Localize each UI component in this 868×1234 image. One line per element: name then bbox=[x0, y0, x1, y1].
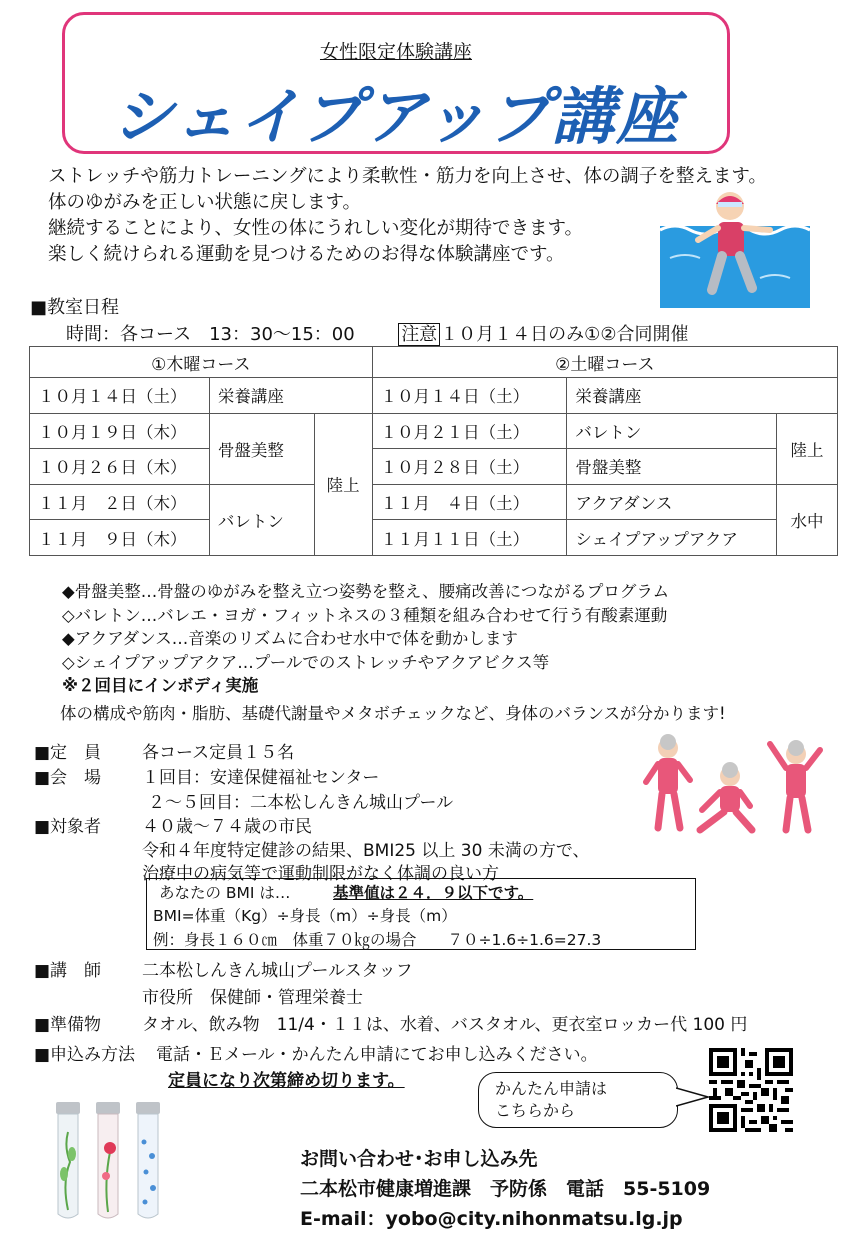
venue-cell-water: 水中 bbox=[777, 484, 838, 555]
col-saturday-title: ②土曜コース bbox=[372, 347, 837, 378]
date-cell: １１月 ２日（木） bbox=[30, 484, 210, 520]
qr-code[interactable] bbox=[709, 1048, 793, 1132]
inbody-title: ※２回目にインボディ実施 bbox=[62, 676, 259, 695]
time-text: 時間：各コース 13：30〜15：00 bbox=[66, 324, 355, 345]
apply-value: 電話・Ｅメール・かんたん申請にてお申し込みください。 bbox=[156, 1045, 598, 1065]
contact-heading: お問い合わせ･お申し込み先 bbox=[300, 1148, 538, 1170]
date-cell: １０月１９日（木） bbox=[30, 413, 210, 449]
lecturer-value-2: 市役所 保健師・管理栄養士 bbox=[142, 988, 363, 1008]
venue-label: ■会 場 bbox=[34, 768, 102, 788]
description-line: ◇バレトン…バレエ・ヨガ・フィットネスの３種類を組み合わせて行う有酸素運動 bbox=[62, 605, 668, 625]
contact-phone: 二本松市健康増進課 予防係 電話 55-5109 bbox=[300, 1178, 711, 1200]
date-cell: １１月１１日（土） bbox=[372, 520, 567, 556]
program-cell: 骨盤美整 bbox=[567, 449, 777, 485]
description-line: ◆アクアダンス…音楽のリズムに合わせ水中で体を動かします bbox=[62, 629, 518, 648]
schedule-table bbox=[29, 346, 838, 556]
date-cell: １１月 ９日（木） bbox=[30, 520, 210, 556]
bottles-illustration bbox=[52, 1102, 167, 1222]
intro-line: 体のゆがみを正しい状態に戻します。 bbox=[48, 192, 362, 213]
note-label: 注意 bbox=[398, 323, 440, 346]
title-frame bbox=[62, 12, 730, 154]
program-cell: 栄養講座 bbox=[209, 378, 372, 414]
schedule-heading: ■教室日程 bbox=[30, 297, 120, 318]
intro-line: 継続することにより、女性の体にうれしい変化が期待できます。 bbox=[48, 218, 584, 239]
venue-cell-land: 陸上 bbox=[777, 413, 838, 484]
contact-block bbox=[300, 1144, 710, 1234]
online-apply-bubble bbox=[478, 1072, 678, 1128]
bmi-formula: BMI=体重（Kg）÷身長（m）÷身長（m） bbox=[153, 907, 457, 925]
program-descriptions bbox=[62, 580, 842, 698]
target-value-3: 治療中の病気等で運動制限がなく体調の良い方 bbox=[142, 864, 499, 884]
program-cell: シェイプアップアクア bbox=[567, 520, 777, 556]
target-value-2: 令和４年度特定健診の結果、BMI25 以上 30 未満の方で、 bbox=[142, 841, 590, 861]
date-cell: １１月 ４日（土） bbox=[372, 484, 567, 520]
main-title: シェイプアップ講座 bbox=[111, 80, 681, 153]
program-cell: バレトン bbox=[567, 413, 777, 449]
deadline-note: 定員になり次第締め切ります。 bbox=[168, 1071, 405, 1091]
bubble-line: かんたん申請は bbox=[495, 1079, 608, 1098]
subtitle: 女性限定体験講座 bbox=[319, 41, 472, 63]
intro-line: ストレッチや筋力トレーニングにより柔軟性・筋力を向上させ、体の調子を整えます。 bbox=[48, 166, 767, 187]
items-value: タオル、飲み物 11/4・１１は、水着、バスタオル、更衣室ロッカー代 100 円 bbox=[142, 1015, 748, 1035]
date-cell: １０月２１日（土） bbox=[372, 413, 567, 449]
program-cell-barre: バレトン bbox=[209, 484, 314, 555]
bubble-tail bbox=[676, 1086, 710, 1108]
bmi-question: あなたの BMI は… bbox=[159, 884, 291, 902]
description-line: ◆骨盤美整…骨盤のゆがみを整え立つ姿勢を整え、腰痛改善につながるプログラム bbox=[62, 582, 670, 601]
bmi-example: 例：身長１６０㎝ 体重７０㎏の場合 ７０÷1.6÷1.6=27.3 bbox=[153, 931, 602, 949]
program-cell-pelvis: 骨盤美整 bbox=[209, 413, 314, 484]
venue-value-1: １回目：安達保健福祉センター bbox=[142, 768, 380, 788]
capacity-value: 各コース定員１５名 bbox=[142, 743, 295, 763]
note-text: １０月１４日のみ①②合同開催 bbox=[440, 324, 689, 345]
date-cell: １０月１４日（土） bbox=[30, 378, 210, 414]
venue-cell-land: 陸上 bbox=[314, 413, 372, 555]
swimmer-illustration bbox=[660, 188, 810, 308]
contact-email[interactable]: E-mail：yobo@city.nihonmatsu.lg.jp bbox=[300, 1208, 683, 1230]
bubble-line: こちらから bbox=[495, 1101, 576, 1120]
items-label: ■準備物 bbox=[34, 1015, 102, 1035]
bmi-box bbox=[146, 878, 696, 950]
lecturer-label: ■講 師 bbox=[34, 961, 102, 981]
apply-label: ■申込み方法 bbox=[34, 1045, 136, 1065]
description-line: ◇シェイプアップアクア…プールでのストレッチやアクアビクス等 bbox=[62, 652, 550, 672]
schedule-time bbox=[66, 320, 688, 346]
program-cell: 栄養講座 bbox=[567, 378, 838, 414]
capacity-label: ■定 員 bbox=[34, 743, 102, 763]
program-cell: アクアダンス bbox=[567, 484, 777, 520]
date-cell: １０月１４日（土） bbox=[372, 378, 567, 414]
col-thursday-title: ①木曜コース bbox=[30, 347, 373, 378]
lecturer-value-1: 二本松しんきん城山プールスタッフ bbox=[142, 961, 413, 981]
date-cell: １０月２６日（木） bbox=[30, 449, 210, 485]
exercise-illustration bbox=[630, 730, 840, 840]
inbody-text: 体の構成や筋肉・脂肪、基礎代謝量やメタボチェックなど、身体のバランスが分かります! bbox=[60, 704, 726, 723]
venue-value-2: ２〜５回目：二本松しんきん城山プール bbox=[148, 793, 454, 813]
date-cell: １０月２８日（土） bbox=[372, 449, 567, 485]
target-label: ■対象者 bbox=[34, 817, 102, 837]
target-value-1: ４０歳〜７４歳の市民 bbox=[142, 817, 312, 837]
bmi-standard: 基準値は２４．９以下です。 bbox=[333, 884, 534, 902]
intro-line: 楽しく続けられる運動を見つけるためのお得な体験講座です。 bbox=[48, 244, 565, 265]
